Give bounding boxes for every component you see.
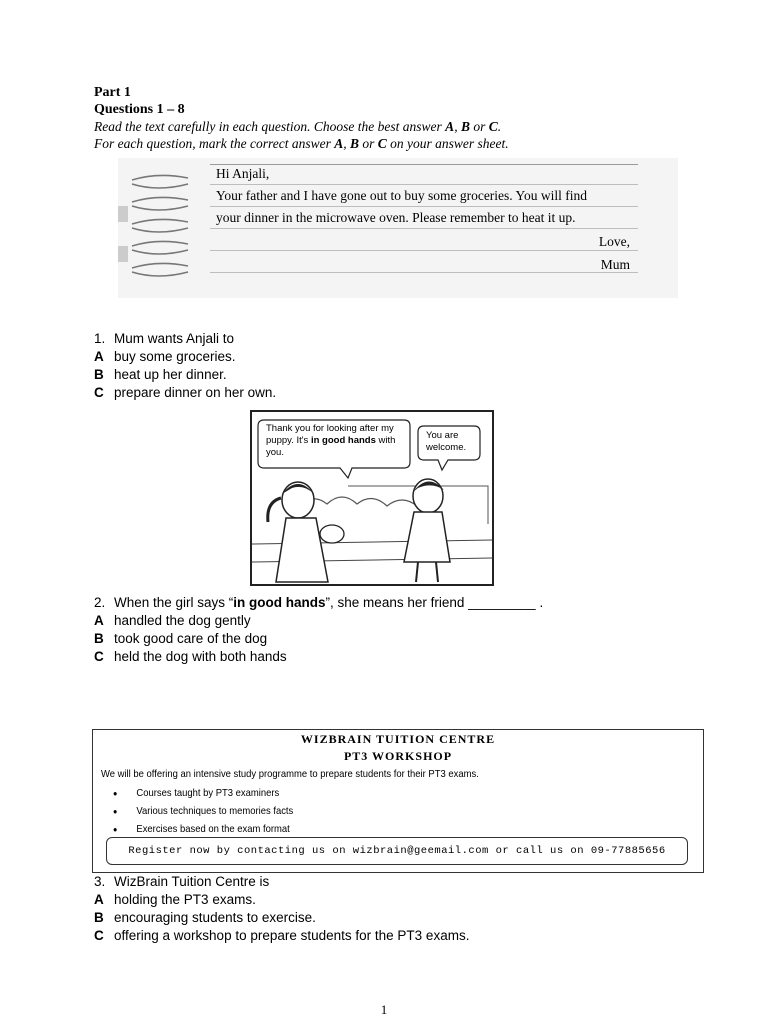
note-card: [118, 158, 678, 298]
list-item: ● Exercises based on the exam format: [113, 820, 293, 838]
note-signature: Mum: [600, 257, 630, 272]
question-stem: 2. When the girl says “in good hands”, she means her friend _________ .: [94, 595, 544, 610]
notebook-spiral-icon: [118, 162, 208, 294]
note-rule: [210, 272, 638, 273]
option-a[interactable]: A buy some groceries.: [94, 349, 236, 364]
option-a[interactable]: A holding the PT3 exams.: [94, 892, 256, 907]
questions-range: Questions 1 – 8: [94, 102, 185, 117]
note-line-2: your dinner in the microwave oven. Please remember to heat it up.: [216, 210, 576, 225]
list-item: ● Various techniques to memories facts: [113, 802, 293, 820]
advert-description: We will be offering an intensive study programme to prepare students for their PT3 exams.: [101, 768, 479, 780]
note-rule: [210, 206, 638, 207]
note-rule: [210, 228, 638, 229]
option-b[interactable]: B took good care of the dog: [94, 631, 268, 646]
question-1: [94, 330, 276, 402]
girl-speech-text: Thank you for looking after my puppy. It's in good hands with you.: [266, 423, 396, 458]
question-stem: 3. WizBrain Tuition Centre is: [94, 874, 270, 889]
register-box: Register now by contacting us on wizbrain@geemail.com or call us on 09-77885656: [106, 837, 688, 865]
boy-speech-text: You are welcome.: [426, 430, 467, 453]
option-c[interactable]: C held the dog with both hands: [94, 649, 287, 664]
note-greeting: Hi Anjali,: [216, 166, 270, 181]
instruction-line-1: Read the text carefully in each question. Choose the best answer A, B or C.: [94, 119, 502, 134]
note-line-1: Your father and I have gone out to buy some groceries. You will find: [216, 188, 587, 203]
note-rule: [210, 184, 638, 185]
question-2: [94, 594, 543, 666]
note-closing: Love,: [598, 234, 630, 249]
option-b[interactable]: B encouraging students to exercise.: [94, 910, 316, 925]
boy-figure: [404, 479, 450, 582]
option-a[interactable]: A handled the dog gently: [94, 613, 251, 628]
question-3: [94, 873, 469, 945]
tuition-centre-advert: [92, 729, 704, 873]
note-rule: [210, 164, 638, 165]
advert-bullets: [113, 784, 313, 838]
girl-figure: [268, 482, 344, 582]
instruction-line-2: For each question, mark the correct answer A, B or C on your answer sheet.: [94, 136, 509, 151]
option-c[interactable]: C prepare dinner on her own.: [94, 385, 277, 400]
option-b[interactable]: B heat up her dinner.: [94, 367, 227, 382]
option-c[interactable]: C offering a workshop to prepare students for the PT3 exams.: [94, 928, 470, 943]
list-item: ● Courses taught by PT3 examiners: [113, 784, 293, 802]
comic-illustration: [250, 410, 494, 586]
part-title: Part 1: [94, 85, 131, 100]
advert-subtitle: PT3 WORKSHOP: [343, 749, 453, 763]
advert-title: WIZBRAIN TUITION CENTRE: [300, 732, 496, 746]
page-number: 1: [380, 1002, 388, 1017]
note-rule: [210, 250, 638, 251]
section-header: [94, 84, 509, 152]
question-stem: 1. Mum wants Anjali to: [94, 331, 235, 346]
